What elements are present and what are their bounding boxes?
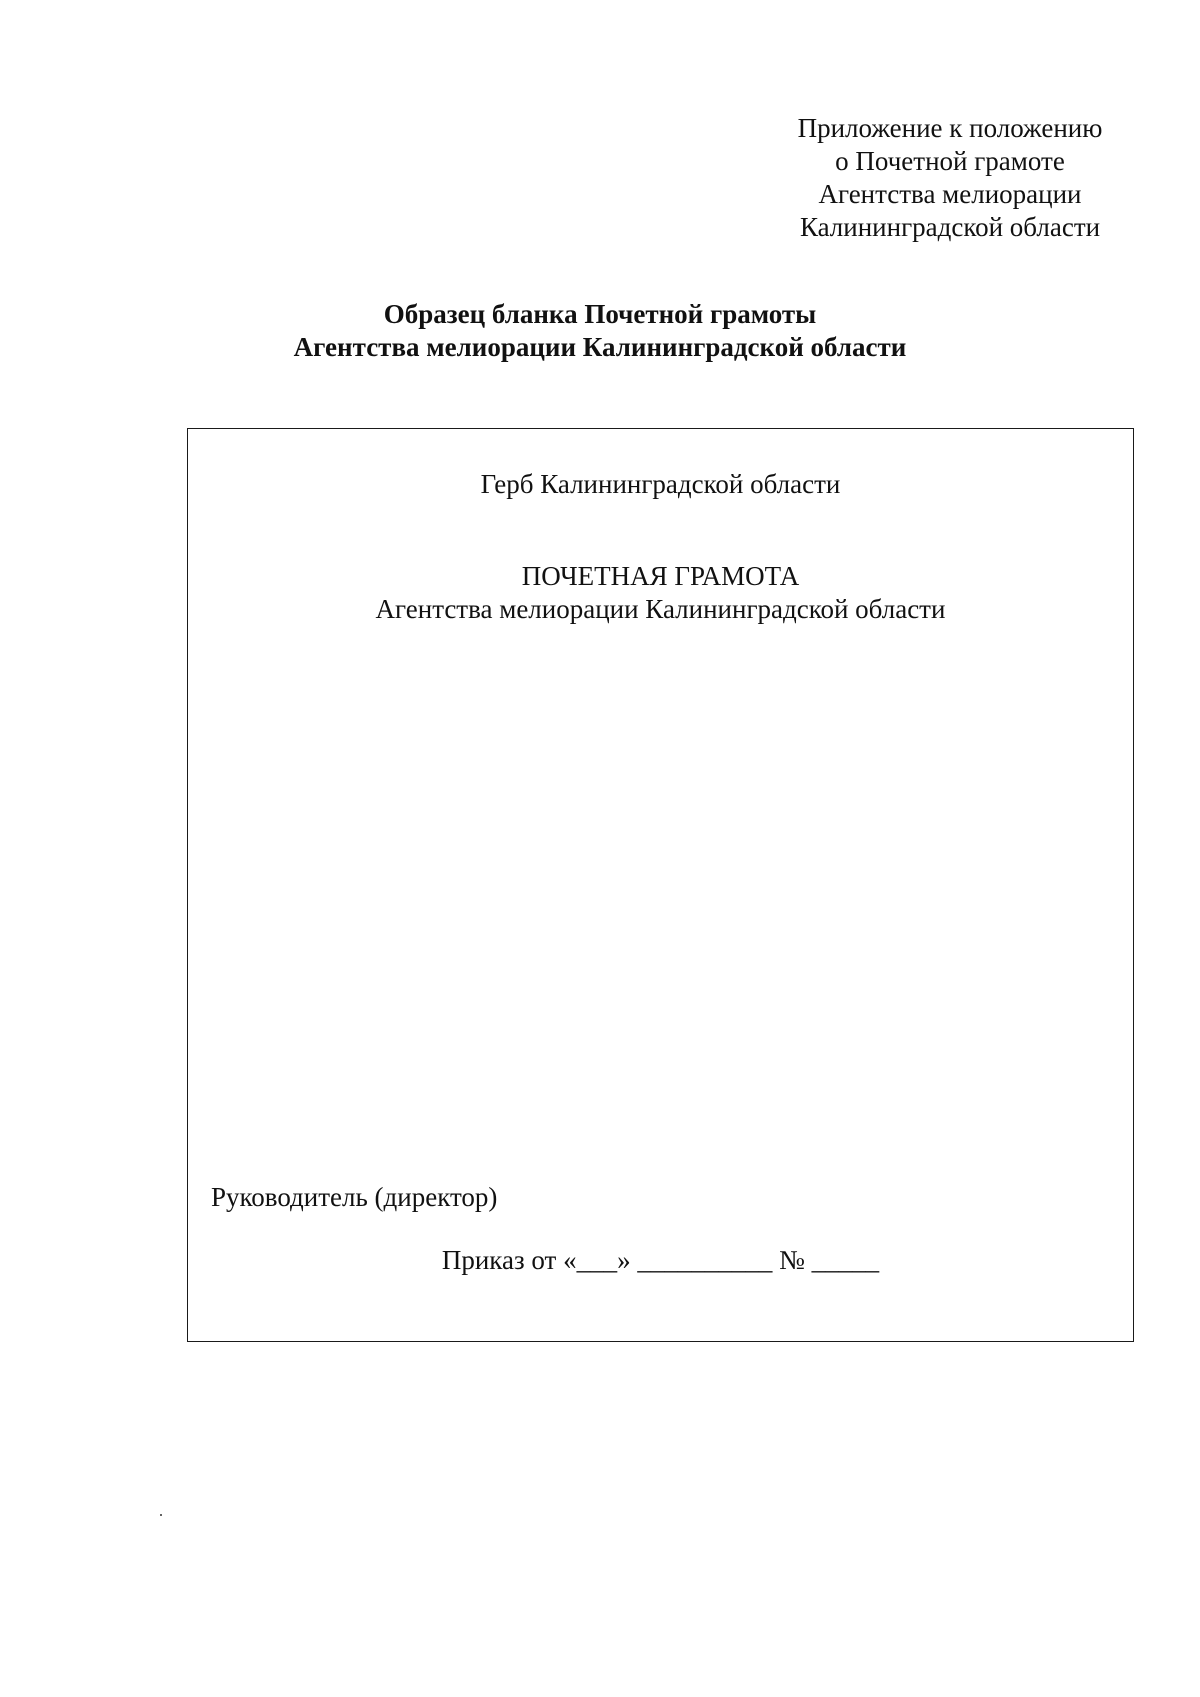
certificate-title: ПОЧЕТНАЯ ГРАМОТА	[521, 561, 800, 591]
scan-speck	[160, 1514, 162, 1516]
certificate-form-frame	[187, 428, 1134, 1342]
document-title-line: Образец бланка Почетной грамоты	[383, 299, 817, 329]
document-title	[0, 298, 1200, 364]
appendix-line: Приложение к положению	[797, 113, 1103, 143]
appendix-line: о Почетной грамоте	[835, 146, 1065, 176]
coat-of-arms-placeholder: Герб Калининградской области	[480, 469, 841, 499]
certificate-subtitle: Агентства мелиорации Калининградской области	[375, 594, 946, 624]
appendix-line: Агентства мелиорации	[818, 179, 1082, 209]
appendix-note	[760, 112, 1140, 244]
order-reference-line: Приказ от «___» __________ № _____	[441, 1245, 880, 1275]
document-title-line: Агентства мелиорации Калининградской области	[293, 332, 907, 362]
director-signature-label: Руководитель (директор)	[211, 1182, 498, 1212]
appendix-line: Калининградской области	[799, 212, 1101, 242]
certificate-heading	[188, 560, 1133, 626]
